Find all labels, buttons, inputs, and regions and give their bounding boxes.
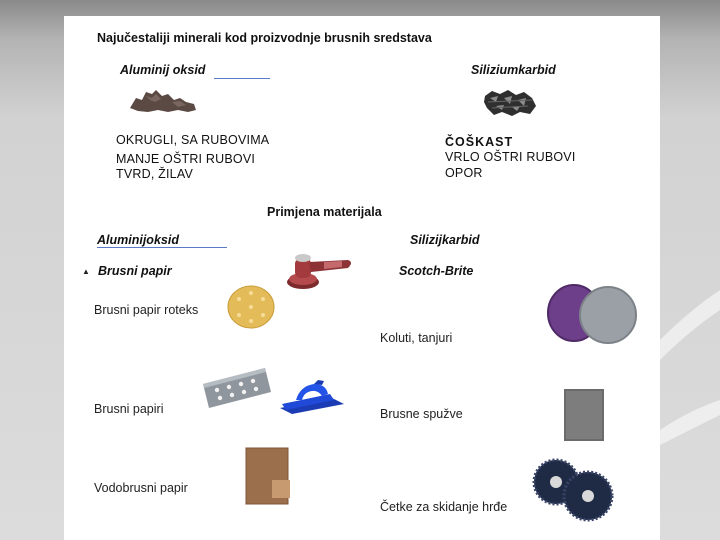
aluminium-oxide-grain-icon: [128, 86, 198, 114]
application-left-subheading: Brusni papir: [98, 264, 172, 278]
application-left-item-2: Brusni papiri: [94, 402, 164, 416]
orbital-sander-icon: [284, 248, 356, 292]
mineral-left-property-3: TVRD, ŽILAV: [116, 167, 193, 181]
bullet-triangle-icon: ▲: [82, 267, 90, 276]
rust-removal-brushes-icon: [532, 456, 618, 522]
page-title: Najučestaliji minerali kod proizvodnje brusnih sredstava: [97, 31, 432, 45]
application-right-item-2: Brusne spužve: [380, 407, 463, 421]
application-left-underline: [97, 247, 227, 248]
background-swoosh: [660, 280, 720, 480]
slide: [64, 16, 660, 540]
application-left-item-3: Vodobrusni papir: [94, 481, 188, 495]
mineral-left-name: Aluminij oksid: [120, 63, 206, 77]
mineral-left-underline: [214, 78, 270, 79]
scotch-brite-discs-icon: [542, 282, 642, 346]
application-right-heading: Silizijkarbid: [410, 233, 480, 247]
hand-sanding-block-icon: [278, 380, 348, 414]
sandpaper-strip-icon: [201, 366, 273, 412]
mineral-left-property-1: OKRUGLI, SA RUBOVIMA: [116, 133, 270, 147]
application-right-subheading: Scotch-Brite: [399, 264, 474, 278]
application-left-heading: Aluminijoksid: [97, 233, 179, 247]
mineral-right-property-2: VRLO OŠTRI RUBOVI: [445, 150, 576, 164]
application-heading: Primjena materijala: [267, 205, 382, 219]
application-right-item-1: Koluti, tanjuri: [380, 331, 453, 345]
waterproof-paper-icon: [244, 446, 292, 506]
mineral-right-name: Siliziumkarbid: [471, 63, 556, 77]
mineral-right-property-1: ČOŠKAST: [445, 135, 514, 149]
sanding-disc-icon: [226, 284, 276, 330]
application-left-item-1: Brusni papir roteks: [94, 303, 199, 317]
silicon-carbide-grain-icon: [482, 88, 538, 118]
abrasive-sponge-icon: [563, 388, 605, 442]
mineral-right-property-3: OPOR: [445, 166, 483, 180]
application-right-item-3: Četke za skidanje hrđe: [380, 500, 508, 514]
mineral-left-property-2: MANJE OŠTRI RUBOVI: [116, 152, 256, 166]
